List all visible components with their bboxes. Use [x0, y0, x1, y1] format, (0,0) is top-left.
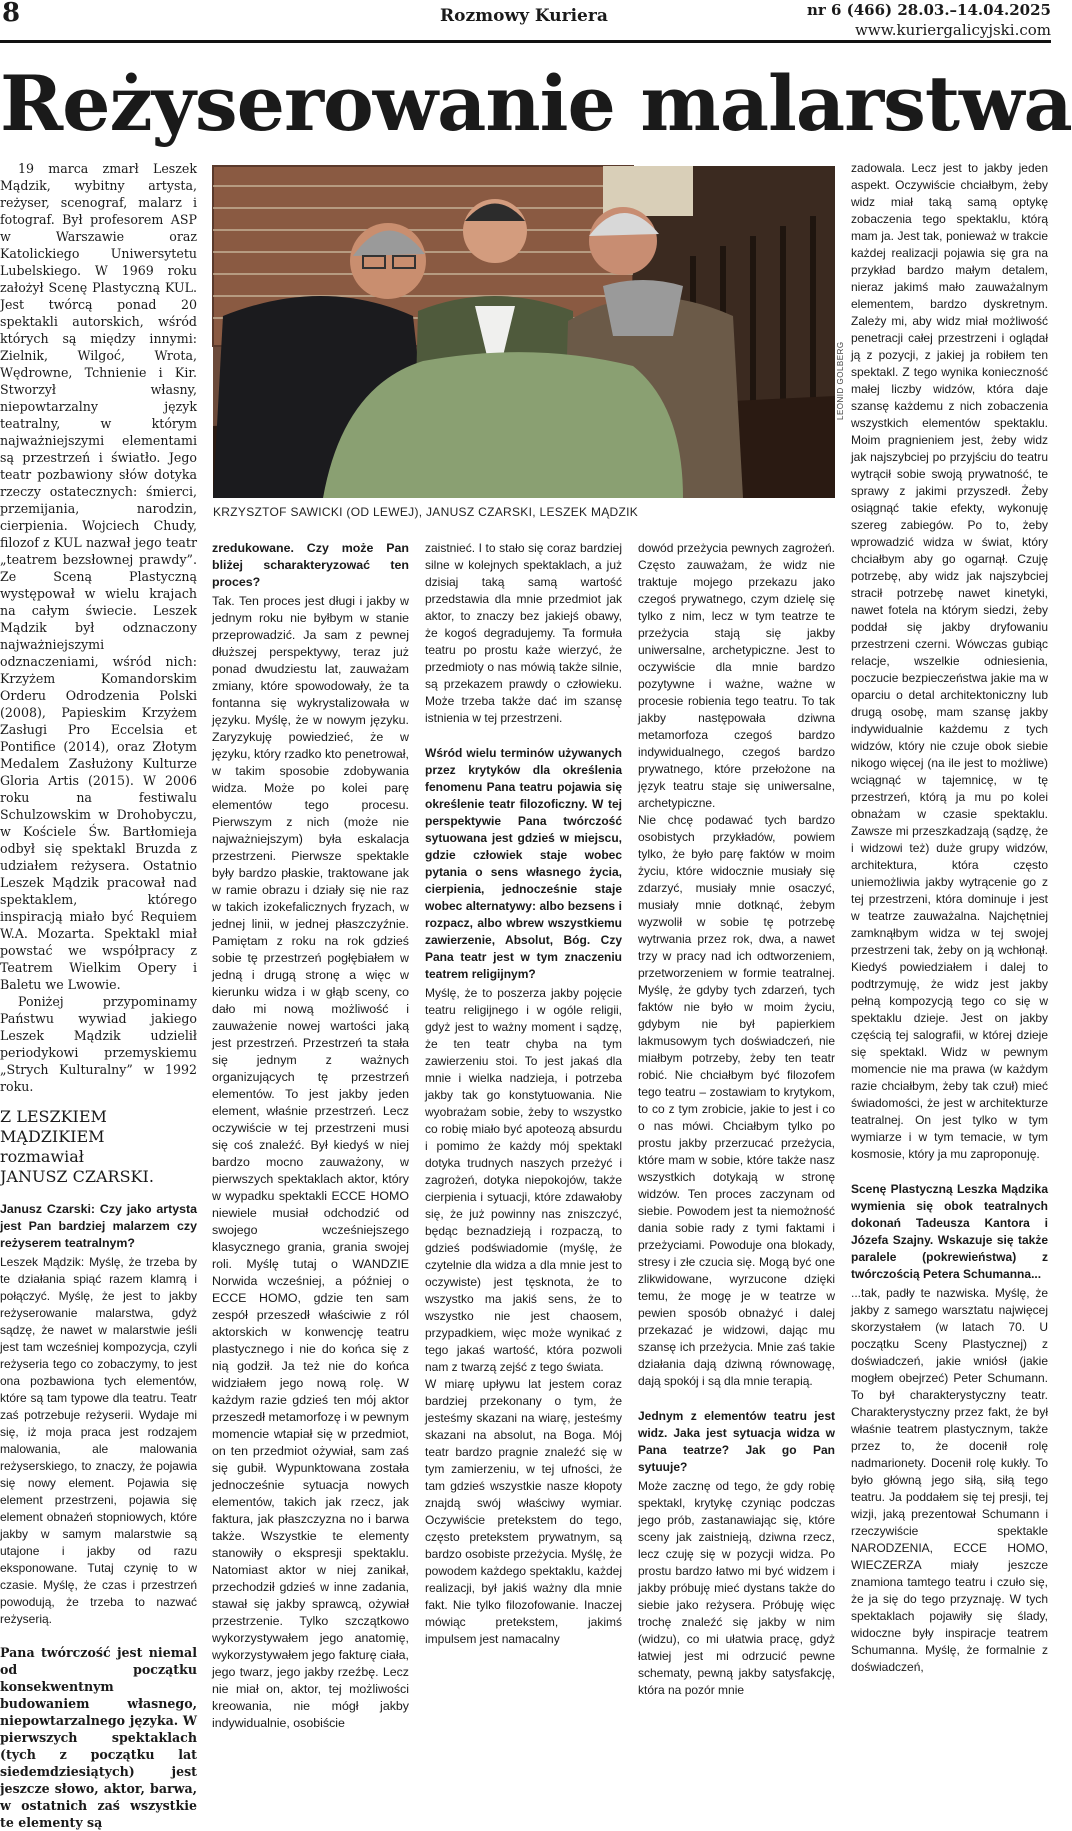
answer-4-continued: zadowala. Lecz jest to jakby jeden aspekt. Oczywiście chciałbym, żeby widz miał taką samą optykę zobaczenia tego spektaklu, którą mam ja. Jest tak, ponieważ w trakcie każdej realizacji pojawia się gra na przykład bardzo małym detalem, nieraz jakimś mało zauważalnym elementem, bardzo dyskretnym. Zależy mi, aby widz miał możliwość penetracji całej przestrzeni i oglądał ją z pozycji, z jakiej ja robiłem ten spektakl. Z tego wynika konieczność małej liczby widzów, która daje szansę każdemu z nich zobaczenia wszystkich elementów spektaklu. Moim pragnieniem jest, żeby widz jak najszybciej po przyjściu do teatru wytrącił sobie swoją prywatność, te sprawy z jakimi przyszedł. Żeby osiągnąć takie efekty, wykonuję szereg zabiegów. Po to, żeby wprowadzić widza w świat, który chciałbym aby go ogarnął. Czuję potrzebę, aby widz jak najszybciej stracił potrzebę nawet kinetyki, nawet fotela na którym siedzi, żeby poddał się jakby dryfowaniu przestrzeni czerni. Wówczas gubiąc relacje, wszelkie odniesienia, poczucie bezpieczeństwa jakie ma w oparciu o detal architektoniczny lub drugą osobę, mam szansę jakby indywidualnie każdemu z tych widzów, który nie czuje obok siebie nikogo więcej (na ile jest to możliwe) wciągnąć w tajemnicę, w tę przestrzeń, którą ja mu po kolei obnażam w czasie spektaklu. Zawsze mi przeszkadzają (sądzę, że i widzowi też) duże grupy widzów, architektura, która często uniemożliwia jakby wytrącenie go z tej przestrzeni, która dominuje i jest w teatrze zauważalna. Najchętniej zamknąłbym widza w tej swojej przestrzeni tak, żeby on ją wchłonął. Kiedyś powiedziałem i dalej to podtrzymuję, że widz jest jakby pełną kompozycją tego co się w spektaklu dzieje. Jest on jakby częścią tej salografii, w której dzieje się spektakl. Widz w pewnym momencie nie ma prawa (w każdym razie chciałbym, żeby tak czuł) mieć świadomości, że jest w architekturze teatralnej. On jest tylko w tym wymiarze i w tym temacie, w tym kosmosie, który ja mu zaproponuję.: [851, 161, 1048, 1161]
answer-3: Myślę, że to poszerza jakby pojęcie teatru religijnego i w ogóle religii, gdyż jest to ważny moment i sądzę, że ten teatr chyba na tym zawierzeniu stoi. To jest jakaś dla mnie i wielka nadzieja, i potrzeba jakby tak go konstytuowania. Nie wyobrażam sobie, żeby to wszystko co robię miało być apoteozą absurdu i pomimo że każdy mój spektakl dotyka trudnych naszych przeżyć i zagrożeń, dotyka niepokojów, także cierpienia i sytuacji, które zdawałoby się, że już powinny nas zniszczyć, będąc beznadzieją i rozpaczą, to gdzieś podświadomie (myślę, że czytelnie dla widza a dla mnie jest to oczywiste) jest tęsknota, że to wszystko ma jakiś sens, że to wszystko nie jest chaosem, przypadkiem, więc może wynikać z tego jakaś wartość, która pozwoli nam z twarzą zejść z tego świata.: [425, 986, 622, 1374]
column-3: [425, 540, 622, 1646]
question-5: Scenę Plastyczną Leszka Mądzika wymienia się obok teatralnych dokonań Tadeusza Kantora i Józefa Szajny. Wskazuje się także paralele (pokrewieństwa) z twórczością Petera Schumanna...: [851, 1182, 1048, 1281]
answer-2-continued: zaistnieć. I to stało się coraz bardziej silne w kolejnych spektaklach, a już dzisiaj taką samą wartość przedstawia dla mnie przedmiot jak aktor, to znaczy bez jakiejś obawy, że kogoś degradujemy. Ta formuła teatru po prostu każe wierzyć, że przedmioty o nas mówią także silnie, są przekazem prawdy o człowieku. Może trzeba także dać im szansę istnienia w tej przestrzeni.: [425, 541, 622, 725]
column-5: [851, 160, 1048, 1674]
interview-line-3: JANUSZ CZARSKI.: [0, 1167, 154, 1186]
article-title: Reżyserowanie malarstwa: [0, 59, 1072, 148]
question-3: Wśród wielu terminów używanych przez krytyków dla określenia fenomenu Pana teatru pojawia się określenie teatr filozoficzny. W tej perspektywie Pana twórczość sytuowana jest gdzieś w miejscu, gdzie człowiek staje wobec pytania o sens własnego życia, cierpienia, jednocześnie staje wobec alternatywy: albo bezsens i rozpacz, albo wbrew wszystkiemu zawierzenie, Absolut, Bóg. Czy Pana teatr jest w tym znaczeniu teatrem religijnym?: [425, 746, 622, 981]
photo-credit: LEONID GOLBERG: [836, 341, 845, 420]
interview-line-2: rozmawiał: [0, 1147, 84, 1166]
answer-5: ...tak, padły te nazwiska. Myślę, że jakby z samego warsztatu najwięcej skorzystałem (w latach 70. U początku Sceny Plastycznej) z doświadczeń, jakie wniósł (jakie mogłem obejrzeć) Peter Schumann. To był charakterystyczny teatr. Charakterystyczny przez fakt, że był właśnie teatrem plastycznym, także przez to, że docenił rolę nadmarionety. Docenił rolę kukły. To było główną jego siłą, siłą tego teatru. Ja poddałem się tej presji, tej wizji, jaką prezentował Schumann i rzeczywiście spektakle NARODZENIA, ECCE HOMO, WIECZERZA miały jeszcze znamiona tamtego teatru i czuło się, że ja się do tego przyznaję. W tych spektaklach pojawiły się ślady, widoczne były inspiracje teatrem Schumanna. Myślę, że formalnie z doświadczeń,: [851, 1286, 1048, 1674]
column-2: [212, 540, 409, 1730]
answer-3-continued: dowód przeżycia pewnych zagrożeń. Często zauważam, że widz nie traktuje mojego przekazu jako czegoś prywatnego, czym dzielę się tylko z nim, lecz w tym teatrze te przeżycia stają się jakby uniwersalne, archetypiczne. Jest to oczywiście dla mnie bardzo pozytywne i ważne, ważne w procesie robienia tego teatru. To tak jakby następowała dziwna metamorfoza czegoś bardzo indywidualnego, czegoś bardzo prywatnego, które przełożone na język teatru staje się uniwersalne, archetypiczne.: [638, 541, 835, 810]
answer-1: Leszek Mądzik: Myślę, że trzeba by te działania spiąć razem klamrą i połączyć. Myślę, że jest to jakby reżyserowanie malarstwa, gdyż sądzę, że nawet w malarstwie jeśli jest tam wcześniej kompozycja, czyli reżyseria tego co zobaczymy, to jest ona pozbawiona tych elementów, które są tam typowe dla teatru. Teatr zaś potrzebuje reżyserii. Wydaje mi się, iż moja praca jest rodzajem malowania, ale malowania reżyserskiego, to znaczy, że pojawia się nowy element. Pojawia się element przestrzeni, pojawia się element obnażeń stopniowych, które jakby w samym malarstwie są utajone i jakby od razu eksponowane. Tutaj czynię to w czasie. Myślę, że czas i przestrzeń powodują, że trzeba to nazwać reżyserią.: [0, 1255, 197, 1626]
interview-line-1: Z LESZKIEM MĄDZIKIEM: [0, 1107, 107, 1146]
answer-4: Może zacznę od tego, że gdy robię spektakl, krytykę czyniąc podczas jego prób, zastanawiając się, które sceny jak zaistnieją, dziwna rzecz, lecz czuję się w pozycji widza. Po prostu bardzo łatwo mi być widzem i jakby próbuję mieć dystans także do siebie jako reżysera. Próbuję więc trochę znaleźć się jakby w nim (widzu), co mi ułatwia pracę, gdyż łatwiej jest mi odrzucić pewne schematy, pewną jakby satysfakcję, która na pozór mnie: [638, 1479, 835, 1697]
question-4: Jednym z elementów teatru jest widz. Jaka jest sytuacja widza w Pana teatrze? Jak go Pan sytuuje?: [638, 1409, 835, 1474]
issue-info: [807, 0, 1051, 40]
intro-paragraph-2: Poniżej przypominamy Państwu wywiad jakiego Leszek Mądzik udzielił periodykowi przemyskiemu „Strych Kulturalny” w 1992 roku.: [0, 994, 197, 1094]
question-1: Janusz Czarski: Czy jako artysta jest Pan bardziej malarzem czy reżyserem teatralnym?: [0, 1202, 197, 1250]
website-link[interactable]: www.kuriergalicyjski.com: [855, 21, 1051, 39]
photo-caption: KRZYSZTOF SAWICKI (OD LEWEJ), JANUSZ CZARSKI, LESZEK MĄDZIK: [213, 505, 639, 519]
answer-3-paragraph-2: W miarę upływu lat jestem coraz bardziej przekonany o tym, że jesteśmy skazani na wiarę, jesteśmy skazani na absolut, na Boga. Mój teatr bardzo pragnie znaleźć się w tym zamierzeniu, w tej ufności, że tam gdzieś wszystkie nasze kłopoty znajdą swój właściwy wymiar. Oczywiście pretekstem do tego, często pretekstem prywatnym, są bardzo osobiste przeżycia. Myślę, że powodem każdego spektaklu, każdej realizacji, był jakiś ważny dla mnie fakt. Nie tylko filozofowanie. Inaczej mówiąc pretekstem, jakimś impulsem jest namacalny: [425, 1377, 622, 1646]
answer-3-paragraph-3: Nie chcę podawać tych bardzo osobistych przykładów, powiem tylko, że było parę faktów w moim życiu, które widocznie musiały się zdarzyć, musiały mnie osaczyć, musiały mnie dotknąć, żebym wyzwolił w sobie tę potrzebę wytrwania przez rok, dwa, a nawet trzy w pracy nad ich odtworzeniem, przetworzeniem w formie teatralnej. Myślę, że gdyby tych zdarzeń, tych faktów nie było w moim życiu, gdybym nie był papierkiem lakmusowym tych doświadczeń, nie miałbym potrzeby, żeby ten teatr robić. Nie chciałbym być filozofem tego teatru – zostawiam to krytykom, to co z tym zrobicie, jakie to jest i co o nas mówi. Chciałbym tylko po prostu jakby przerzucać przeżycia, które mam w sobie, które także nasz wszystkich dotykają w stronę widzów. Ten proces zaczynam od siebie. Powodem jest ta niemożność dania sobie rady z tymi faktami i przeżyciami. Powoduje ona blokady, stresy i złe czucia się. Mogą być one zlikwidowane, wyrzucone dzięki temu, że mogę je w teatrze w pewien sposób obnażyć i dalej przekazać je widzowi, dając mu szansę ich przeżycia. Mnie zaś takie działania dają dziwną równowagę, dają spokój i są dla mnie terapią.: [638, 813, 835, 1388]
photo-illustration: [213, 166, 835, 498]
page-number: 8: [2, 0, 21, 28]
question-2: Pana twórczość jest niemal od początku konsekwentnym budowaniem własnego, niepowtarzalnego języka. W pierwszych spektaklach (tych z początku lat siedemdziesiątych) jest jeszcze słowo, aktor, barwa, w ostatnich zaś wszystkie te elementy są: [0, 1645, 197, 1830]
article-photo: [213, 166, 835, 498]
issue-number: nr 6 (466) 28.03.–14.04.2025: [806, 1, 1051, 19]
interview-credit: [0, 1107, 197, 1187]
column-4: [638, 540, 835, 1697]
answer-2: Tak. Ten proces jest długi i jakby w jednym roku nie byłbym w stanie przeprowadzić. Ja sam z pewnej dłuższej perspektywy, teraz już ponad dwudziestu lat, zauważam zmiany, które spowodowały, że ta fontanna się wykrystalizowała w języku. Myślę, że w nowym języku. Zaryzykuję powiedzieć, że w języku, który rzadko kto penetrował, w takim sposobie zdobywania widza. Może po kolei parę elementów tego procesu. Pierwszym z nich (może nie najważniejszym) była eskalacja przestrzeni. Pierwsze spektakle były bardzo płaskie, traktowane jak w ramie obrazu i działy się nie raz w takich izokefalicznych fryzach, w jednej linii, w jednej płaszczyźnie. Pamiętam z roku na rok gdzieś sobie tę przestrzeń pogłębiałem w jedną i drugą stronę a więc w kierunku widza i w głąb sceny, co dało mi nową możliwość i zauważenie nowej wartości jaką jest przestrzeń. Przestrzeń ta stała się jednym z ważnych organizujących tę przestrzeń elementów. To jest jakby jeden element, właśnie przestrzeń. Lecz oczywiście w tej przestrzeni musi się coś znaleźć. Był kiedyś w niej bardzo mocno zauważony, w pierwszych spektaklach aktor, który w wypadku spektakli ECCE HOMO niewiele musiał odchodzić od swojego wcześniejszego klasycznego grania, grania swojej roli. Myślę tutaj o WANDZIE Norwida wcześniej, a później o ECCE HOMO, gdzie ten sam zespół przeszedł właściwie z ról aktorskich w konwencję teatru plastycznego i nie do końca się z nią godził. Ja też nie do końca widziałem jego nową rolę. W każdym razie gdzieś ten mój aktor przeszedł metamorfozę i w pewnym momencie wtapiał się w przedmiot, on ten przedmiot ożywiał, sam zaś się gubił. Wypunktowana została jednocześnie sytuacja nowych elementów, takich jak rzecz, jak faktura, jak płaszczyzna no i barwa także. Wszystkie te elementy stanowiły o ekspresji spektaklu. Natomiast aktor w niej zanikał, przechodził gdzieś w inne zadania, stawał się jakby sprawcą, ożywiał przestrzenie. Tylko szczątkowo wykorzystywałem jego anatomię, wykorzystywałem jego fakturę ciała, jego twarz, jego jakby rzeźbę. Lecz nie miał on, aktor, tej możliwości kreowania, nie mógł jakby indywidualnie, osobiście: [212, 594, 409, 1730]
header-rule: [0, 40, 1051, 43]
intro-paragraph: 19 marca zmarł Leszek Mądzik, wybitny artysta, reżyser, scenograf, malarz i fotograf. Był profesorem ASP w Warszawie oraz Katolickiego Uniwersytetu Lubelskiego. W 1969 roku założył Scenę Plastyczną KUL. Jest twórcą ponad 20 spektakli autorskich, wśród których są między innymi: Zielnik, Wilgoć, Wrota, Wędrowne, Tchnienie i Kir. Stworzył własny, niepowtarzalny język teatralny, w którym najważniejszymi elementami są przestrzeń i światło. Jego teatr pozbawiony słów dotyka rzeczy ostatecznych: śmierci, przemijania, narodzin, cierpienia. Wojciech Chudy, filozof z KUL nazwał jego teatr „teatrem bezsłownej prawdy”. Ze Sceną Plastyczną występował w wielu krajach na całym świecie. Leszek Mądzik był odznaczony najważniejszymi odznaczeniami, wśród nich: Krzyżem Komandorskim Orderu Odrodzenia Polski (2008), Papieskim Krzyżem Zasługi Pro Eccelsia et Pontifice (2014), oraz Złotym Medalem Zasłużony Kulturze Gloria Artis (2015). W 2006 roku na festiwalu Schulzowskim w Drohobyczu, w Kościele Św. Bartłomieja odbył się spektakl Bruzda z udziałem reżysera. Ostatnio Leszek Mądzik pracował nad spektaklem, którego inspiracją miało być Requiem W.A. Mozarta. Spektakl miał powstać we współpracy z Teatrem Wielkim Opery i Baletu we Lwowie.: [0, 161, 197, 992]
page-header: [0, 0, 1051, 44]
column-1: [0, 160, 197, 1830]
question-2-continued: zredukowane. Czy może Pan bliżej scharakteryzować ten proces?: [212, 541, 409, 589]
section-name: Rozmowy Kuriera: [440, 6, 608, 26]
